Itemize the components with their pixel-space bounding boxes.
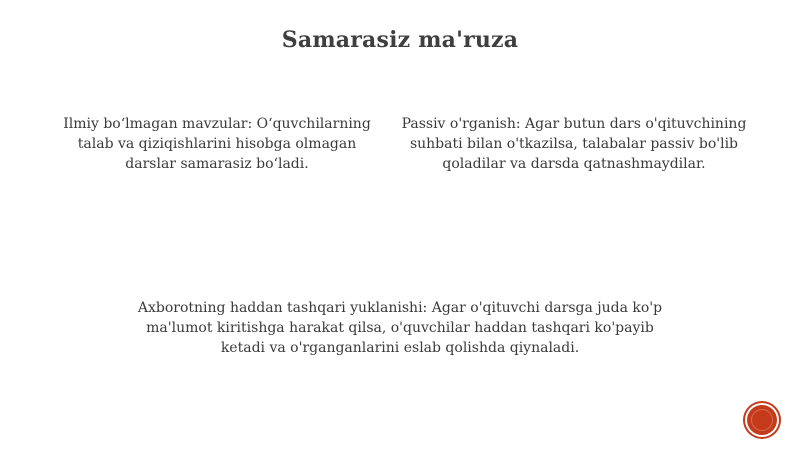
text-block-information-overload: Axborotning haddan tashqari yuklanishi: Agar o'qituvchi darsga juda ko'p ma'lumot kiritishga harakat qilsa, o'quvchilar haddan tashqari ko'payib ketadi va o'rganganlarini eslab qolishda qiynaladi. xyxy=(137,300,663,356)
text-block-passive-learning: Passiv o'rganish: Agar butun dars o'qituvchining suhbati bilan o'tkazilsa, talabalar passiv bo'lib qoladilar va darsda qatnashmaydilar. xyxy=(401,116,747,172)
text-block-unscientific-topics: Ilmiy bo‘lmagan mavzular: O‘quvchilarning talab va qiziqishlarini hisobga olmagan darslar samarasiz bo‘ladi. xyxy=(63,116,371,172)
next-slide-circle-icon[interactable] xyxy=(747,405,777,435)
slide-title: Samarasiz ma'ruza xyxy=(281,27,519,53)
